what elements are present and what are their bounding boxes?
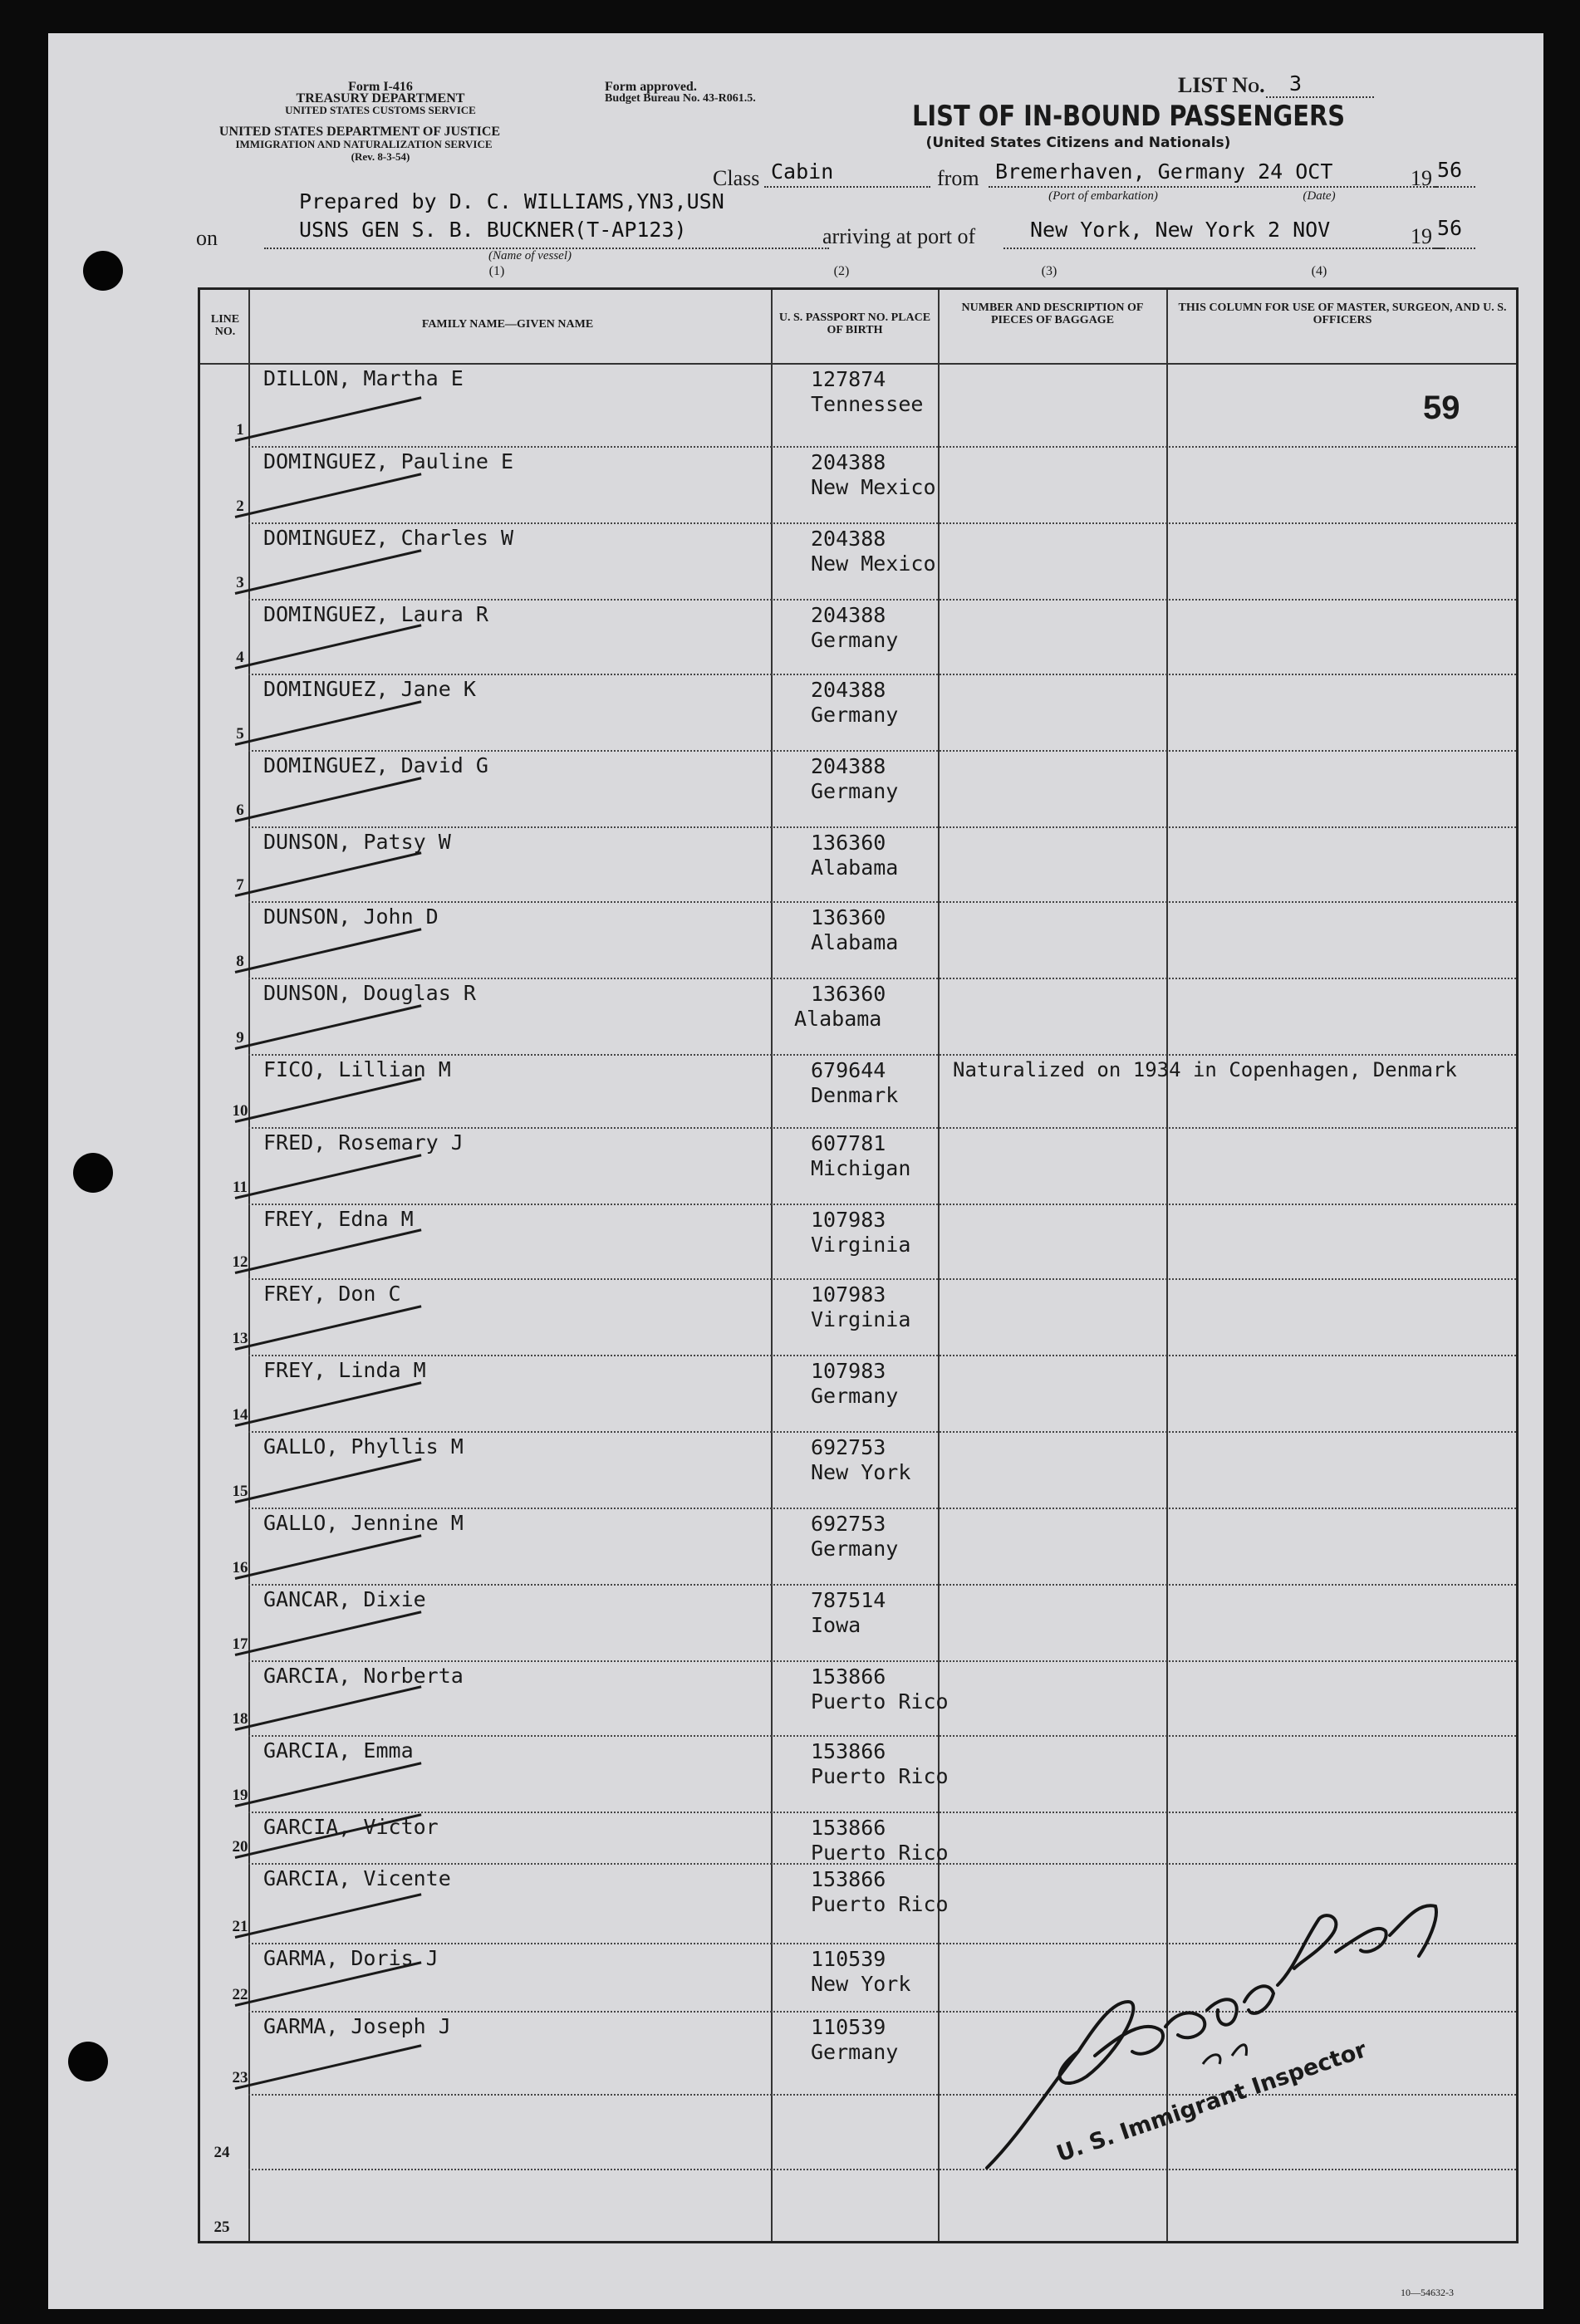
- place-of-birth: Germany: [811, 1384, 899, 1408]
- class-value: Cabin: [771, 159, 834, 184]
- passenger-name: FREY, Edna M: [263, 1207, 414, 1231]
- check-mark: [235, 1305, 422, 1351]
- passenger-name: DOMINGUEZ, Jane K: [263, 677, 476, 701]
- place-of-birth: Alabama: [811, 930, 899, 954]
- document-page: [48, 33, 1543, 2309]
- line-number: 25: [213, 2219, 230, 2236]
- inspector-signature: [954, 1885, 1469, 2201]
- line-number: 10: [232, 1102, 248, 1120]
- place-of-birth: Alabama: [794, 1007, 882, 1031]
- vessel-name: USNS GEN S. B. BUCKNER(T-AP123): [299, 218, 687, 242]
- line-number: 8: [236, 953, 244, 970]
- passport-number: 110539: [811, 1947, 886, 1971]
- passenger-name: DUNSON, Douglas R: [263, 981, 476, 1005]
- check-mark: [235, 1381, 422, 1427]
- vessel-caption: (Name of vessel): [488, 249, 572, 262]
- place-of-birth: Denmark: [811, 1083, 899, 1107]
- place-of-birth: Alabama: [811, 856, 899, 880]
- passport-number: 153866: [811, 1816, 886, 1840]
- passport-number: 127874: [811, 367, 886, 391]
- check-mark: [235, 777, 422, 822]
- check-mark: [235, 1004, 422, 1050]
- line-number: 20: [232, 1838, 248, 1856]
- place-of-birth: Germany: [811, 628, 899, 652]
- arrival-year-prefix: 19: [1411, 224, 1432, 248]
- passport-number: 153866: [811, 1739, 886, 1763]
- place-of-birth: Iowa: [811, 1613, 861, 1637]
- place-of-birth: Germany: [811, 2040, 899, 2064]
- line-number: 18: [232, 1710, 248, 1728]
- list-no-label: LIST No.: [1178, 73, 1265, 97]
- passenger-name: GARCIA, Vicente: [263, 1866, 451, 1890]
- check-mark: [235, 1534, 422, 1580]
- passport-number: 204388: [811, 678, 886, 702]
- passenger-name: GARCIA, Emma: [263, 1738, 414, 1763]
- header-passport: U. S. PASSPORT NO. PLACE OF BIRTH: [778, 311, 931, 336]
- check-mark: [235, 1762, 422, 1807]
- binder-hole: [83, 251, 123, 291]
- passport-number: 204388: [811, 450, 886, 474]
- line-number: 14: [232, 1406, 248, 1424]
- from-label: from: [937, 166, 979, 190]
- passenger-name: FREY, Don C: [263, 1282, 401, 1306]
- column-number-2: (2): [833, 264, 850, 278]
- passport-number: 692753: [811, 1512, 886, 1536]
- header-name: FAMILY NAME—GIVEN NAME: [421, 318, 594, 331]
- passport-number: 204388: [811, 754, 886, 778]
- line-number: 4: [236, 649, 244, 666]
- place-of-birth: New York: [811, 1972, 911, 1996]
- line-number: 16: [232, 1559, 248, 1576]
- check-mark: [235, 1685, 422, 1731]
- passenger-name: GALLO, Jennine M: [263, 1511, 464, 1535]
- revision: (Rev. 8-3-54): [351, 150, 410, 163]
- check-mark: [235, 549, 422, 595]
- check-mark: [235, 1228, 422, 1274]
- inspector-stamp: U. S. Immigrant Inspector: [1053, 2037, 1371, 2168]
- passport-number: 679644: [811, 1058, 886, 1082]
- form-number: Form I-416: [348, 80, 413, 94]
- passenger-name: GARMA, Doris J: [263, 1946, 439, 1970]
- line-number: 19: [232, 1787, 248, 1804]
- port-caption: (Port of embarkation): [1048, 189, 1158, 203]
- place-of-birth: Puerto Rico: [811, 1892, 949, 1916]
- passenger-name: GARMA, Joseph J: [263, 2014, 451, 2038]
- page-title: LIST OF IN-BOUND PASSENGERS: [912, 100, 1346, 133]
- baggage-note: Naturalized on 1934 in Copenhagen, Denmark: [953, 1058, 1457, 1081]
- place-of-birth: Virginia: [811, 1307, 911, 1331]
- year-suffix: 56: [1437, 158, 1463, 182]
- passenger-name: GARCIA, Norberta: [263, 1664, 464, 1688]
- on-label: on: [196, 226, 218, 250]
- passport-number: 107983: [811, 1359, 886, 1383]
- place-of-birth: Puerto Rico: [811, 1689, 949, 1714]
- place-of-birth: Puerto Rico: [811, 1841, 949, 1865]
- column-number-4: (4): [1311, 264, 1327, 278]
- passenger-name: DILLON, Martha E: [263, 366, 464, 390]
- passport-number: 692753: [811, 1435, 886, 1459]
- line-number: 9: [236, 1029, 244, 1047]
- date-caption: (Date): [1303, 189, 1336, 203]
- place-of-birth: Tennessee: [811, 392, 924, 416]
- passport-number: 204388: [811, 603, 886, 627]
- place-of-birth: Virginia: [811, 1233, 911, 1257]
- passenger-name: DUNSON, Patsy W: [263, 830, 451, 854]
- check-mark: [235, 1077, 422, 1123]
- check-mark: [235, 700, 422, 746]
- line-number: 3: [236, 574, 244, 591]
- place-of-birth: Germany: [811, 1537, 899, 1561]
- department-of-justice: UNITED STATES DEPARTMENT OF JUSTICE: [218, 125, 501, 139]
- place-of-birth: Michigan: [811, 1156, 911, 1180]
- passenger-name: DOMINGUEZ, David G: [263, 753, 488, 777]
- header-line-no: LINE NO.: [210, 313, 240, 338]
- passenger-name: DOMINGUEZ, Charles W: [263, 526, 514, 550]
- customs-service: UNITED STATES CUSTOMS SERVICE: [285, 104, 476, 116]
- passenger-name: FRED, Rosemary J: [263, 1130, 464, 1155]
- check-mark: [235, 2044, 422, 2090]
- check-mark: [235, 851, 422, 897]
- prepared-by: Prepared by D. C. WILLIAMS,YN3,USN: [299, 189, 724, 213]
- passport-number: 607781: [811, 1131, 886, 1155]
- header-baggage: NUMBER AND DESCRIPTION OF PIECES OF BAGGAGE: [961, 302, 1144, 326]
- year-prefix: 19: [1411, 166, 1432, 190]
- passport-number: 204388: [811, 527, 886, 551]
- budget-bureau: Budget Bureau No. 43-R061.5.: [605, 92, 756, 105]
- header-officers: THIS COLUMN FOR USE OF MASTER, SURGEON, AND U. S. OFFICERS: [1178, 302, 1507, 326]
- arriving-label: arriving at port of: [822, 224, 976, 248]
- place-of-birth: New York: [811, 1460, 911, 1484]
- port-of-arrival: New York, New York 2 NOV: [1030, 218, 1331, 242]
- passport-number: 153866: [811, 1867, 886, 1891]
- passport-number: 136360: [811, 905, 886, 929]
- binder-hole: [68, 2042, 108, 2081]
- line-number: 6: [236, 802, 244, 819]
- line-number: 11: [233, 1179, 248, 1196]
- passport-number: 136360: [811, 831, 886, 855]
- treasury-department: TREASURY DEPARTMENT: [296, 91, 465, 105]
- passport-number: 153866: [811, 1665, 886, 1689]
- passport-number: 136360: [811, 982, 886, 1006]
- line-number: 21: [232, 1918, 248, 1935]
- list-number: 3: [1289, 71, 1303, 96]
- ins-service: IMMIGRATION AND NATURALIZATION SERVICE: [235, 138, 493, 150]
- line-number: 22: [232, 1986, 248, 2003]
- passenger-name: DOMINGUEZ, Laura R: [263, 602, 488, 626]
- passenger-name: GARCIA, Victor: [263, 1815, 439, 1839]
- line-number: 17: [232, 1635, 248, 1653]
- arrival-year-suffix: 56: [1437, 216, 1463, 240]
- passenger-name: DOMINGUEZ, Pauline E: [263, 449, 514, 473]
- page-subtitle: (United States Citizens and Nationals): [925, 135, 1231, 151]
- form-approved: Form approved.: [605, 80, 697, 94]
- line-number: 23: [232, 2069, 248, 2086]
- passport-number: 107983: [811, 1208, 886, 1232]
- passenger-name: FREY, Linda M: [263, 1358, 426, 1382]
- place-of-birth: New Mexico: [811, 475, 936, 499]
- column-number-3: (3): [1041, 264, 1057, 278]
- line-number: 1: [236, 421, 244, 439]
- line-number: 2: [236, 498, 244, 515]
- class-label: Class: [713, 166, 760, 190]
- officer-number: 59: [1423, 390, 1460, 426]
- check-mark: [235, 928, 422, 973]
- port-of-embarkation: Bremerhaven, Germany 24 OCT: [995, 159, 1333, 184]
- place-of-birth: New Mexico: [811, 552, 936, 576]
- check-mark: [235, 1458, 422, 1503]
- column-number-1: (1): [488, 264, 505, 278]
- check-mark: [235, 624, 422, 669]
- passport-number: 787514: [811, 1588, 886, 1612]
- passenger-name: GANCAR, Dixie: [263, 1587, 426, 1611]
- footer-code: 10—54632-3: [1401, 2287, 1454, 2298]
- line-number: 12: [232, 1253, 248, 1271]
- check-mark: [235, 396, 422, 442]
- check-mark: [235, 473, 422, 518]
- passenger-name: DUNSON, John D: [263, 905, 439, 929]
- line-number: 24: [213, 2144, 230, 2161]
- passport-number: 107983: [811, 1282, 886, 1307]
- line-number: 15: [232, 1483, 248, 1500]
- passenger-name: GALLO, Phyllis M: [263, 1434, 464, 1459]
- binder-hole: [73, 1153, 113, 1193]
- check-mark: [235, 1154, 422, 1199]
- check-mark: [235, 1893, 422, 1939]
- line-number: 7: [236, 876, 244, 894]
- place-of-birth: Germany: [811, 779, 899, 803]
- passenger-name: FICO, Lillian M: [263, 1057, 451, 1081]
- passport-number: 110539: [811, 2015, 886, 2039]
- line-number: 13: [232, 1330, 248, 1347]
- place-of-birth: Puerto Rico: [811, 1764, 949, 1788]
- line-number: 5: [236, 725, 244, 743]
- place-of-birth: Germany: [811, 703, 899, 727]
- check-mark: [235, 1611, 422, 1656]
